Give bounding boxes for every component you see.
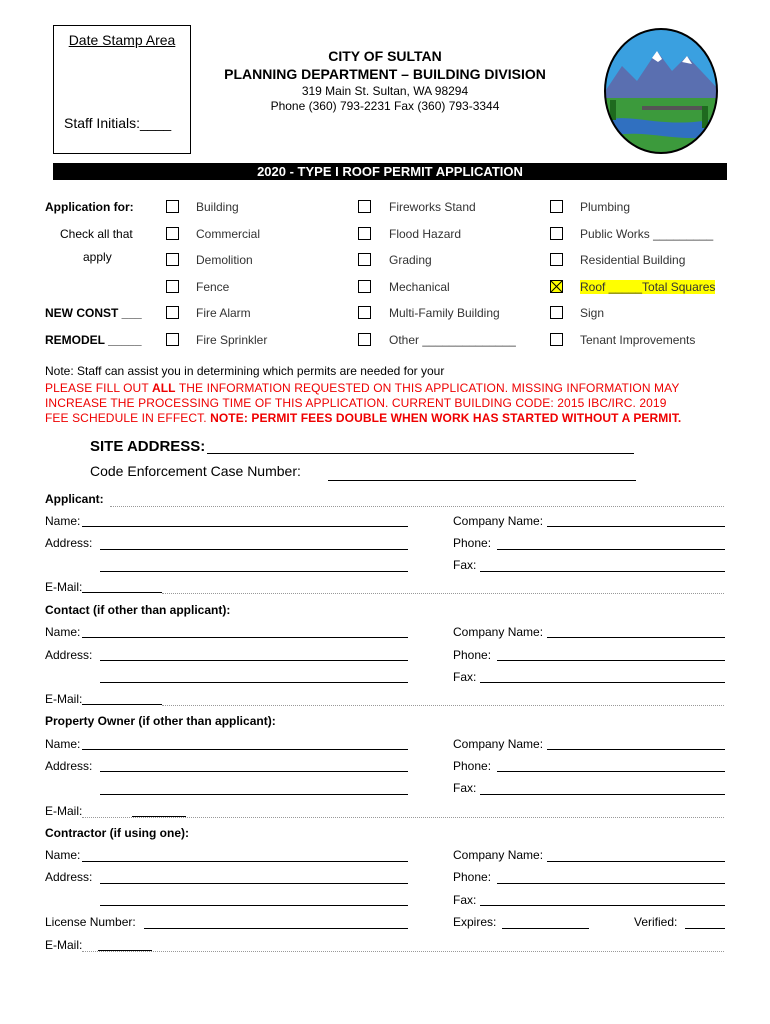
checkbox-grading[interactable] <box>358 253 371 266</box>
contact-phone-field[interactable] <box>497 660 725 661</box>
notice-line-1: PLEASE FILL OUT ALL THE INFORMATION REQUESTED ON THIS APPLICATION. MISSING INFORMATION MAY <box>45 381 680 395</box>
contractor-company-label: Company Name: <box>453 848 544 862</box>
option-tenant-improvements: Tenant Improvements <box>580 333 696 347</box>
owner-email-label: E-Mail: <box>45 804 83 818</box>
applicant-name-field[interactable] <box>82 526 408 527</box>
city-phone: Phone (360) 793-2231 Fax (360) 793-3344 <box>270 99 500 113</box>
contractor-phone-label: Phone: <box>453 870 492 884</box>
applicant-phone-field[interactable] <box>497 549 725 550</box>
applicant-email-label: E-Mail: <box>45 580 83 594</box>
contact-phone-label: Phone: <box>453 648 492 662</box>
checkbox-tenant-improvements[interactable] <box>550 333 563 346</box>
checkbox-building[interactable] <box>166 200 179 213</box>
checkbox-mechanical[interactable] <box>358 280 371 293</box>
checkbox-fireworks-stand[interactable] <box>358 200 371 213</box>
owner-address-label: Address: <box>45 759 93 773</box>
applicant-fax-field[interactable] <box>480 571 725 572</box>
contractor-address-field-2[interactable] <box>100 905 408 906</box>
checkbox-fire-sprinkler[interactable] <box>166 333 179 346</box>
contact-company-field[interactable] <box>547 637 725 638</box>
contact-address-field[interactable] <box>100 660 408 661</box>
option-fire-alarm: Fire Alarm <box>196 306 251 320</box>
owner-name-label: Name: <box>45 737 81 751</box>
applicant-phone-label: Phone: <box>453 536 492 550</box>
contractor-verified-field[interactable] <box>685 928 725 929</box>
applicant-address-field[interactable] <box>100 549 408 550</box>
applicant-email-field[interactable] <box>82 592 162 593</box>
applicant-name-label: Name: <box>45 514 81 528</box>
option-fence: Fence <box>196 280 230 294</box>
contact-name-label: Name: <box>45 625 81 639</box>
option-mechanical: Mechanical <box>389 280 450 294</box>
contact-fax-field[interactable] <box>480 682 725 683</box>
department-name: PLANNING DEPARTMENT – BUILDING DIVISION <box>224 66 546 82</box>
applicant-address-field-2[interactable] <box>100 571 408 572</box>
option-other: Other ______________ <box>389 333 516 347</box>
notice-line-3: FEE SCHEDULE IN EFFECT. NOTE: PERMIT FEES DOUBLE WHEN WORK HAS STARTED WITHOUT A PERMIT. <box>45 411 682 425</box>
checkbox-multi-family[interactable] <box>358 306 371 319</box>
option-sign: Sign <box>580 306 605 320</box>
option-fireworks-stand: Fireworks Stand <box>389 200 476 214</box>
contact-email-dots <box>162 705 724 706</box>
notice-line-2: INCREASE THE PROCESSING TIME OF THIS APPLICATION. CURRENT BUILDING CODE: 2015 IBC/IRC. 2019 <box>45 396 667 410</box>
option-multi-family: Multi-Family Building <box>389 306 500 320</box>
site-address-label: SITE ADDRESS: <box>90 438 206 455</box>
contractor-phone-field[interactable] <box>497 883 725 884</box>
checkbox-other[interactable] <box>358 333 371 346</box>
contact-address-field-2[interactable] <box>100 682 408 683</box>
contractor-license-label: License Number: <box>45 915 136 929</box>
owner-company-field[interactable] <box>547 749 725 750</box>
owner-address-field-2[interactable] <box>100 794 408 795</box>
contractor-expires-label: Expires: <box>453 915 497 929</box>
checkmark-x-icon <box>550 280 563 293</box>
staff-note: Note: Staff can assist you in determining which permits are needed for your <box>45 364 445 378</box>
contractor-fax-label: Fax: <box>453 893 477 907</box>
contact-address-label: Address: <box>45 648 93 662</box>
checkbox-fence[interactable] <box>166 280 179 293</box>
checkbox-public-works[interactable] <box>550 227 563 240</box>
owner-fax-label: Fax: <box>453 781 477 795</box>
option-public-works: Public Works _________ <box>580 227 714 241</box>
option-commercial: Commercial <box>196 227 261 241</box>
owner-heading: Property Owner (if other than applicant): <box>45 714 276 728</box>
city-address: 319 Main St. Sultan, WA 98294 <box>301 84 469 98</box>
form-title: 2020 - TYPE I ROOF PERMIT APPLICATION <box>53 163 727 180</box>
apply-label: apply <box>83 250 112 264</box>
owner-phone-label: Phone: <box>453 759 492 773</box>
checkbox-fire-alarm[interactable] <box>166 306 179 319</box>
contact-email-label: E-Mail: <box>45 692 83 706</box>
contractor-address-field[interactable] <box>100 883 408 884</box>
option-grading: Grading <box>389 253 432 267</box>
owner-name-field[interactable] <box>82 749 408 750</box>
contractor-license-field[interactable] <box>144 928 408 929</box>
contact-heading: Contact (if other than applicant): <box>45 603 231 617</box>
owner-address-field[interactable] <box>100 771 408 772</box>
contact-company-label: Company Name: <box>453 625 544 639</box>
option-plumbing: Plumbing <box>580 200 631 214</box>
contact-name-field[interactable] <box>82 637 408 638</box>
option-flood-hazard: Flood Hazard <box>389 227 462 241</box>
date-stamp-box <box>53 25 191 154</box>
checkbox-flood-hazard[interactable] <box>358 227 371 240</box>
applicant-address-label: Address: <box>45 536 93 550</box>
applicant-company-label: Company Name: <box>453 514 544 528</box>
case-number-field[interactable] <box>328 480 636 481</box>
applicant-divider <box>110 506 724 507</box>
option-roof: Roof _____Total Squares <box>580 280 716 294</box>
owner-phone-field[interactable] <box>497 771 725 772</box>
contractor-name-field[interactable] <box>82 861 408 862</box>
contractor-email-dots <box>82 951 724 952</box>
contact-email-field[interactable] <box>82 704 162 705</box>
staff-initials: Staff Initials:____ <box>64 115 172 131</box>
contractor-name-label: Name: <box>45 848 81 862</box>
owner-email-dots <box>82 817 724 818</box>
owner-fax-field[interactable] <box>480 794 725 795</box>
option-residential: Residential Building <box>580 253 686 267</box>
owner-company-label: Company Name: <box>453 737 544 751</box>
application-for-label: Application for: <box>45 200 134 214</box>
contractor-address-label: Address: <box>45 870 93 884</box>
option-demolition: Demolition <box>196 253 253 267</box>
remodel-label: REMODEL _____ <box>45 333 142 347</box>
applicant-fax-label: Fax: <box>453 558 477 572</box>
applicant-heading: Applicant: <box>45 492 104 506</box>
checkbox-demolition[interactable] <box>166 253 179 266</box>
option-fire-sprinkler: Fire Sprinkler <box>196 333 268 347</box>
city-seal-logo <box>602 26 720 156</box>
site-address-field[interactable] <box>207 453 634 454</box>
case-number-label: Code Enforcement Case Number: <box>90 463 301 479</box>
contractor-email-label: E-Mail: <box>45 938 83 952</box>
contact-fax-label: Fax: <box>453 670 477 684</box>
contractor-expires-field[interactable] <box>502 928 589 929</box>
applicant-company-field[interactable] <box>547 526 725 527</box>
date-stamp-title: Date Stamp Area <box>68 32 176 48</box>
checkbox-commercial[interactable] <box>166 227 179 240</box>
city-name: CITY OF SULTAN <box>328 48 442 64</box>
checkbox-roof-checked[interactable] <box>550 280 563 293</box>
contractor-verified-label: Verified: <box>634 915 678 929</box>
new-const-label: NEW CONST ___ <box>45 306 142 320</box>
check-all-label: Check all that <box>60 227 133 241</box>
contractor-heading: Contractor (if using one): <box>45 826 189 840</box>
applicant-email-dots <box>162 593 724 594</box>
checkbox-plumbing[interactable] <box>550 200 563 213</box>
checkbox-residential[interactable] <box>550 253 563 266</box>
option-building: Building <box>196 200 239 214</box>
contractor-company-field[interactable] <box>547 861 725 862</box>
checkbox-sign[interactable] <box>550 306 563 319</box>
contractor-fax-field[interactable] <box>480 905 725 906</box>
